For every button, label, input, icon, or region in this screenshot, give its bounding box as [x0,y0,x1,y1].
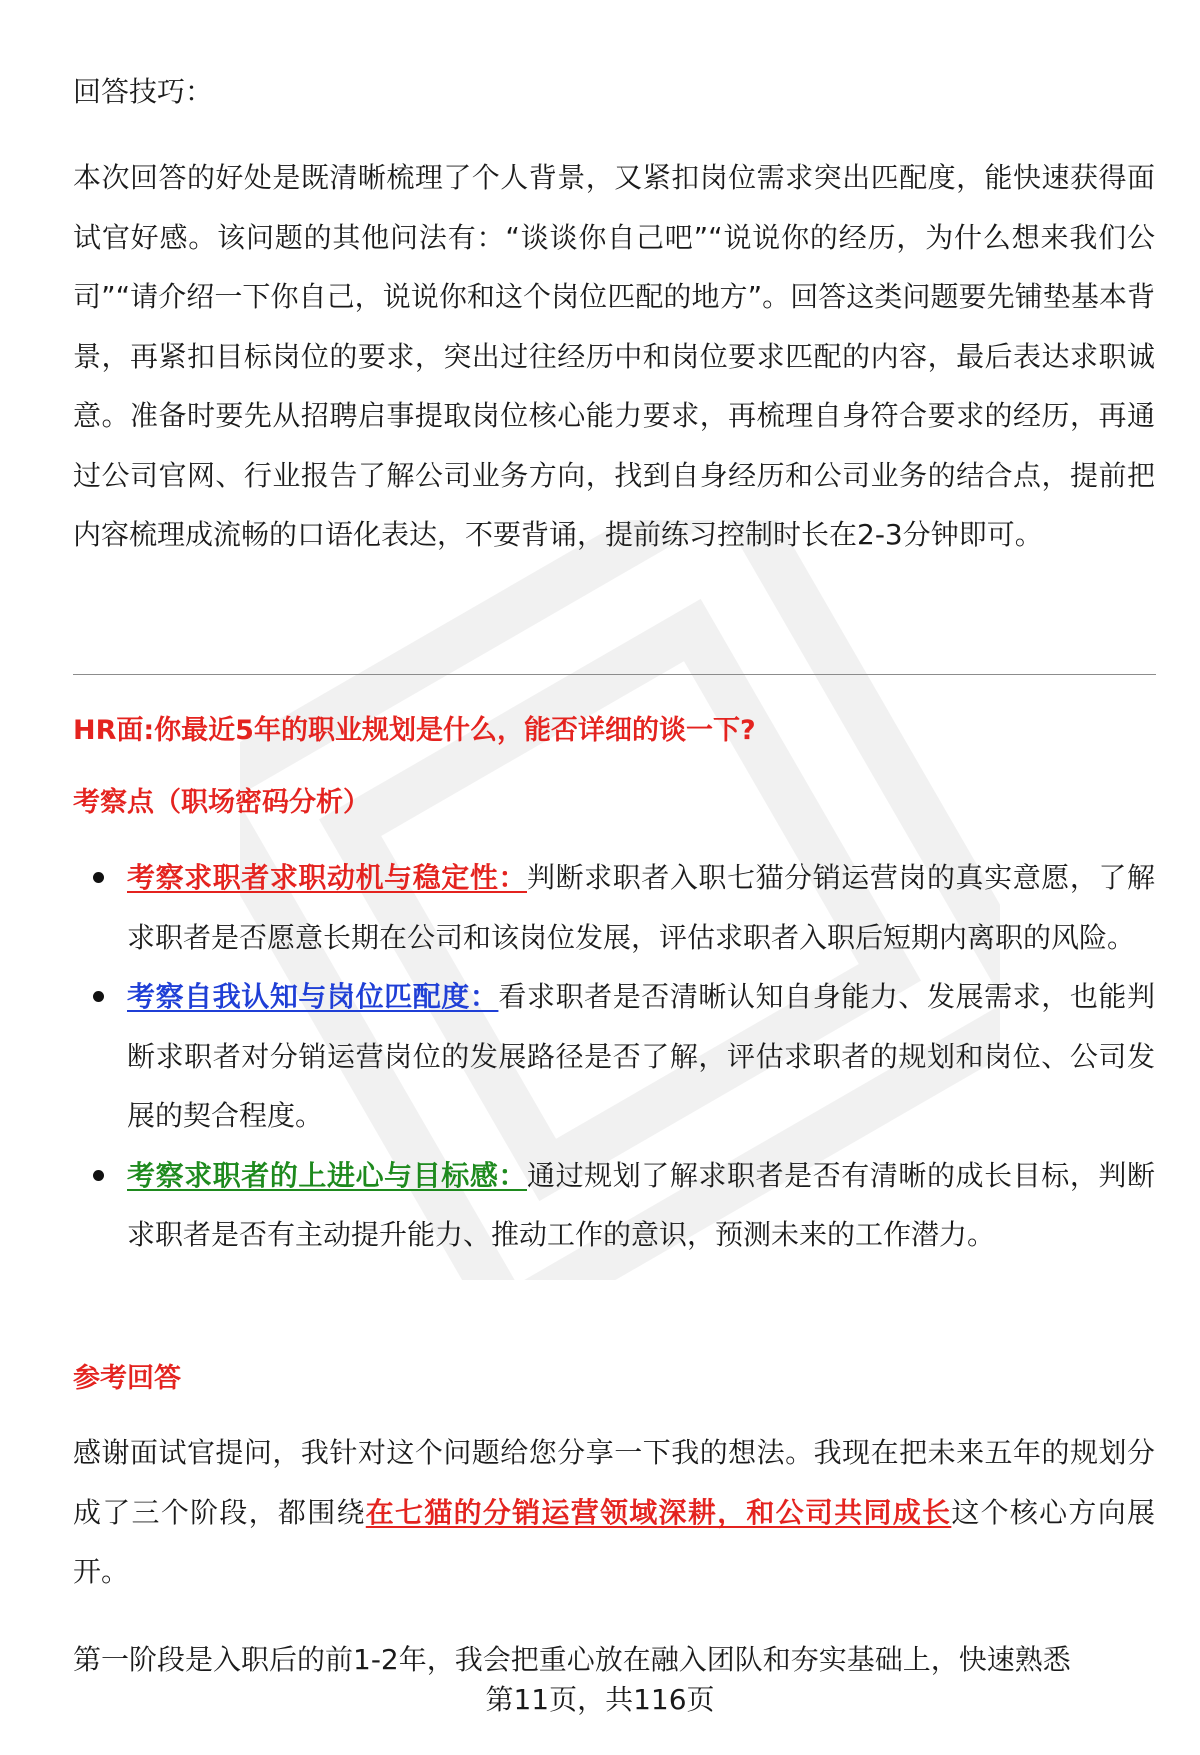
exam-points-list [127,848,1155,1265]
answer-text: 这个核心方向展开。 [73,1495,1155,1588]
bullet-icon [93,1170,104,1181]
exam-point-label: 考察求职者求职动机与稳定性： [127,861,527,894]
tips-body: 本次回答的好处是既清晰梳理了个人背景，又紧扣岗位需求突出匹配度，能快速获得面试官好感。该问题的其他问法有：“谈谈你自己吧”“说说你的经历，为什么想来我们公司”“请介绍一下你自己，说说你和这个岗位匹配的地方”。回答这类问题要先铺垫基本背景，再紧扣目标岗位的要求，突出过往经历中和岗位要求匹配的内容，最后表达求职诚意。准备时要先从招聘启事提取岗位核心能力要求，再梳理自身符合要求的经历，再通过公司官网、行业报告了解公司业务方向，找到自身经历和公司业务的结合点，提前把内容梳理成流畅的口语化表达，不要背诵，提前练习控制时长在2-3分钟即可。 [73,161,1155,551]
exam-point-item [127,848,1155,967]
exam-point-text: 判断求职者入职七猫分销运营岗的真实意愿，了解求职者是否愿意长期在公司和该岗位发展，评估求职者入职后短期内离职的风险。 [127,861,1155,954]
answer-paragraph-2: 第一阶段是入职后的前1-2年，我会把重心放在融入团队和夯实基础上，快速熟悉 [73,1643,1071,1676]
exam-points-title: 考察点（职场密码分析） [73,787,370,818]
reference-answer-title: 参考回答 [73,1363,181,1394]
question-title: HR面:你最近5年的职业规划是什么，能否详细的谈一下? [73,715,756,746]
exam-point-text: 看求职者是否清晰认知自身能力、发展需求，也能判断求职者对分销运营岗位的发展路径是否了解，评估求职者的规划和岗位、公司发展的契合程度。 [127,980,1155,1132]
bullet-icon [93,872,104,883]
page-number: 第11页，共116页 [485,1683,715,1716]
section-divider [73,674,1156,675]
exam-point-item [127,1146,1155,1265]
answer-paragraph-1 [73,1423,1155,1602]
answer-highlight: 在七猫的分销运营领域深耕，和公司共同成长 [365,1495,952,1529]
answer-text: 感谢面试官提问，我针对这个问题给您分享一下我的想法。我现在把未来五年的规划分成了三个阶段，都围绕 [73,1436,1155,1529]
exam-point-label: 考察求职者的上进心与目标感： [127,1158,527,1192]
tips-title: 回答技巧： [73,75,214,108]
exam-point-text: 通过规划了解求职者是否有清晰的成长目标，判断求职者是否有主动提升能力、推动工作的意识，预测未来的工作潜力。 [127,1158,1155,1251]
bullet-icon [93,991,104,1002]
exam-point-label: 考察自我认知与岗位匹配度： [127,980,499,1013]
exam-point-item [127,967,1155,1146]
